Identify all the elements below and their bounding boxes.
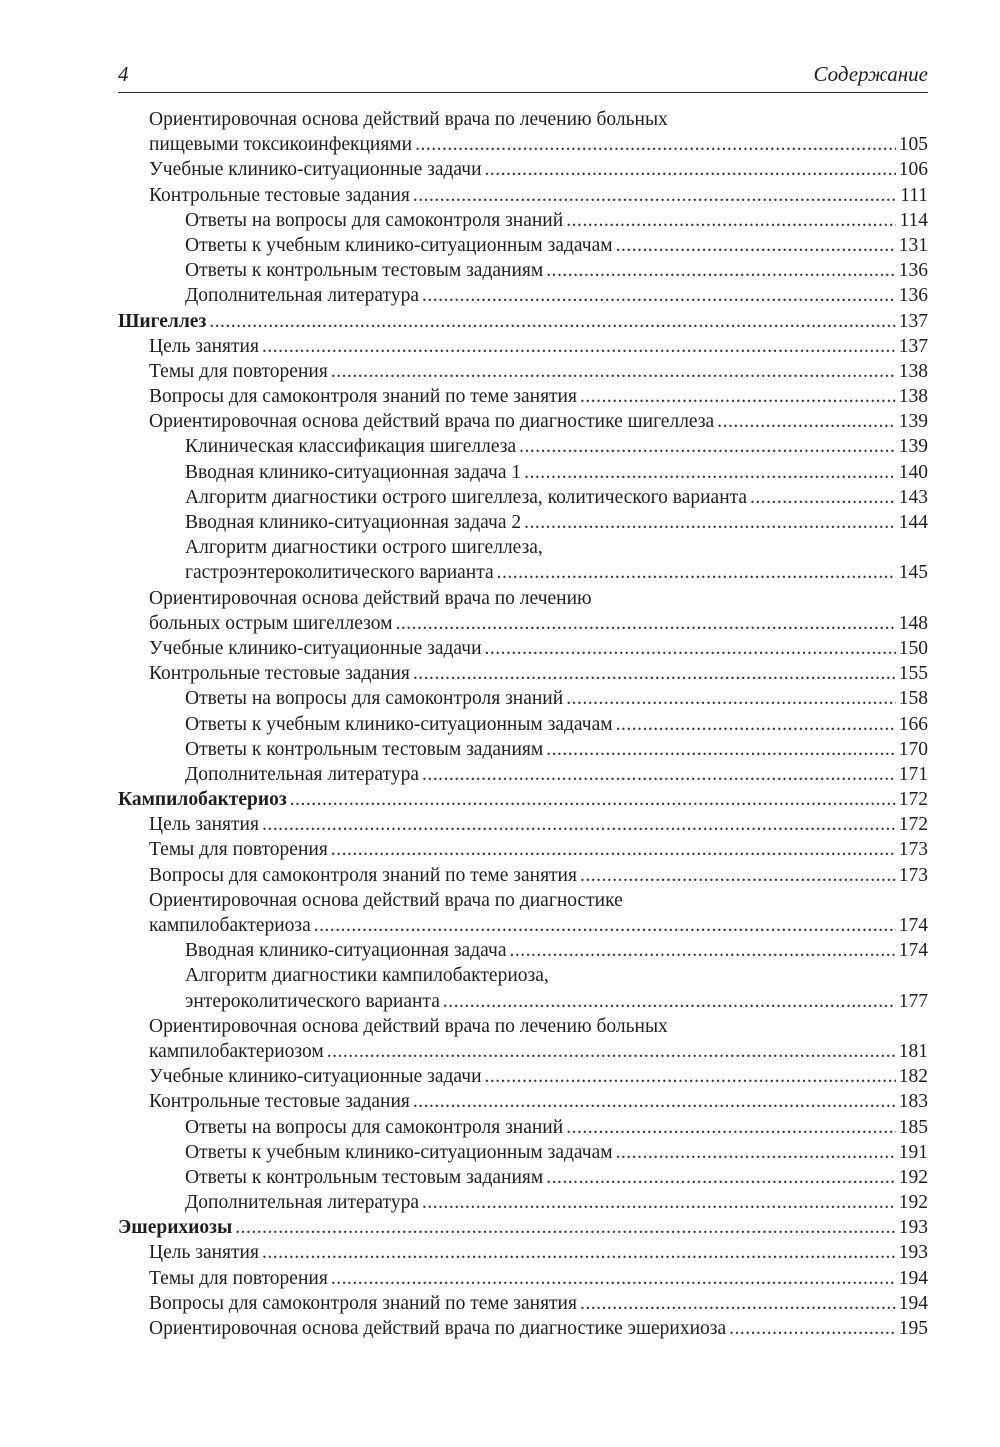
toc-entry-title: Дополнительная литература — [185, 285, 419, 307]
toc-entry-row — [185, 560, 928, 585]
toc-entry — [118, 107, 928, 157]
toc-entry — [118, 460, 928, 485]
toc-entry-title: Учебные клинико-ситуационные задачи — [149, 159, 482, 181]
toc-entry-title: Контрольные тестовые задания — [149, 663, 410, 685]
dot-leader — [331, 837, 896, 862]
toc-entry — [118, 586, 928, 636]
toc-page-number: 137 — [898, 310, 928, 332]
toc-entry — [118, 1266, 928, 1291]
toc-page-number: 105 — [898, 134, 928, 156]
dot-leader — [327, 1039, 896, 1064]
toc-page-number: 191 — [898, 1141, 928, 1163]
toc-page-number: 148 — [898, 612, 928, 634]
toc-entry-title: кампилобактериоза — [149, 915, 311, 936]
toc-page-number: 136 — [898, 285, 928, 307]
toc-entry-title: Ответы к учебным клинико-ситуационным задачам — [185, 713, 613, 735]
toc-entry-row — [185, 686, 928, 711]
toc-entry-title-line: Ориентировочная основа действий врача по лечению — [149, 587, 592, 609]
dot-leader — [524, 510, 896, 535]
toc-entry — [118, 888, 928, 938]
dot-leader — [546, 1165, 896, 1190]
dot-leader — [546, 737, 896, 762]
toc-entry-title: Эшерихиозы — [118, 1217, 233, 1239]
toc-entry — [118, 812, 928, 837]
dot-leader — [422, 283, 896, 308]
toc-page-number: 174 — [898, 915, 928, 936]
toc-page-number: 143 — [898, 486, 928, 508]
toc-entry-row — [149, 636, 928, 661]
dot-leader — [566, 686, 896, 711]
toc-page-number: 174 — [898, 940, 928, 962]
toc-page-number: 170 — [898, 738, 928, 760]
dot-leader — [415, 132, 896, 157]
toc-page-number: 172 — [898, 789, 928, 811]
toc-page-number: 181 — [898, 1040, 928, 1062]
toc-entry-row — [185, 434, 928, 459]
toc-page-number: 145 — [898, 562, 928, 584]
toc-entry-title: Дополнительная литература — [185, 1192, 419, 1214]
dot-leader — [413, 1089, 896, 1114]
toc-entry-title: Темы для повторения — [149, 360, 328, 382]
toc-page-number: 136 — [898, 260, 928, 282]
toc-entry-row — [149, 1316, 928, 1341]
dot-leader — [717, 409, 896, 434]
dot-leader — [616, 233, 896, 258]
toc-section-heading — [118, 787, 928, 812]
toc-entry-row — [149, 1240, 928, 1265]
dot-leader — [497, 560, 896, 585]
toc-entry-row — [149, 1039, 928, 1064]
toc-entry — [118, 334, 928, 359]
toc-entry-row — [185, 762, 928, 787]
toc-entry-row — [149, 384, 928, 409]
toc-entry — [118, 434, 928, 459]
dot-leader — [413, 661, 896, 686]
toc-entry-row — [118, 309, 928, 334]
dot-leader — [485, 157, 896, 182]
toc-entry — [118, 737, 928, 762]
toc-entry-title: Клиническая классификация шигеллеза — [185, 436, 517, 458]
toc-entry-title: Вводная клинико-ситуационная задача 2 — [185, 512, 522, 533]
toc-page-number: 158 — [898, 688, 928, 710]
toc-page-number: 192 — [898, 1166, 928, 1188]
dot-leader — [314, 913, 896, 938]
toc-entry — [118, 208, 928, 233]
toc-entry-row — [149, 409, 928, 434]
dot-leader — [566, 1115, 896, 1140]
toc-entry — [118, 661, 928, 686]
toc-entry-title: Ориентировочная основа действий врача по диагностике эшерихиоза — [149, 1318, 727, 1339]
toc-page-number: 194 — [898, 1267, 928, 1289]
toc-entry-title: Ответы на вопросы для самоконтроля знаний — [185, 1116, 564, 1138]
toc-entry — [118, 636, 928, 661]
toc-entry-row — [185, 283, 928, 308]
toc-entry-title: Вопросы для самоконтроля знаний по теме занятия — [149, 386, 577, 408]
toc-entry-row — [149, 863, 928, 888]
toc-entry-title: Вопросы для самоконтроля знаний по теме занятия — [149, 864, 577, 886]
toc-page-number: 194 — [898, 1292, 928, 1314]
dot-leader — [580, 384, 896, 409]
toc-page-number: 138 — [898, 386, 928, 408]
dot-leader — [616, 712, 896, 737]
toc-entry — [118, 762, 928, 787]
toc-entry-title: Контрольные тестовые задания — [149, 184, 410, 206]
toc-entry — [118, 283, 928, 308]
toc-entry-row — [118, 787, 928, 812]
dot-leader — [262, 334, 896, 359]
toc-page-number: 173 — [898, 839, 928, 861]
toc-entry — [118, 1115, 928, 1140]
running-title: Содержание — [813, 62, 928, 86]
toc-page-number: 137 — [898, 335, 928, 357]
toc-entry-title: Ответы к контрольным тестовым заданиям — [185, 738, 544, 760]
toc-entry-title: Ориентировочная основа действий врача по диагностике шигеллеза — [149, 411, 715, 433]
toc-page-number: 183 — [898, 1091, 928, 1113]
toc-entry-title: кампилобактериозом — [149, 1040, 324, 1062]
toc-entry-row — [149, 1089, 928, 1114]
toc-entry-row — [118, 1215, 928, 1240]
toc-entry-title: Цель занятия — [149, 1242, 259, 1264]
toc-entry-title-line: Ориентировочная основа действий врача по лечению больных — [149, 109, 668, 130]
toc-page-number: 155 — [898, 663, 928, 685]
toc-entry-row — [185, 989, 928, 1014]
toc-entry — [118, 837, 928, 862]
toc-page-number: 131 — [898, 234, 928, 256]
toc-entry-row — [149, 611, 928, 636]
toc-entry-row — [185, 1115, 928, 1140]
dot-leader — [566, 208, 896, 233]
dot-leader — [729, 1316, 896, 1341]
toc-page-number: 171 — [898, 763, 928, 785]
toc-entry-row — [185, 485, 928, 510]
dot-leader — [519, 434, 896, 459]
toc-entry-row — [185, 938, 928, 963]
toc-page-number: 139 — [898, 411, 928, 433]
toc-entry — [118, 712, 928, 737]
toc-entry-title: Контрольные тестовые задания — [149, 1091, 410, 1113]
toc-entry-title-line: Алгоритм диагностики острого шигеллеза, — [185, 537, 543, 559]
dot-leader — [331, 1266, 896, 1291]
toc-entry-row — [149, 183, 928, 208]
toc-entry-row — [149, 837, 928, 862]
toc-entry-row — [149, 334, 928, 359]
toc-entry-row — [149, 359, 928, 384]
toc-page-number: 114 — [899, 209, 928, 231]
toc-entry-title: Учебные клинико-ситуационные задачи — [149, 637, 482, 659]
toc-entry — [118, 1064, 928, 1089]
toc-page-number: 140 — [898, 461, 928, 483]
toc-entry-title: Цель занятия — [149, 335, 259, 357]
toc-entry — [118, 1316, 928, 1341]
toc-entry-row — [185, 233, 928, 258]
toc-entry-title-line: Ориентировочная основа действий врача по лечению больных — [149, 1015, 668, 1037]
toc-entry — [118, 963, 928, 1013]
dot-leader — [524, 460, 896, 485]
toc-entry — [118, 485, 928, 510]
toc-entry — [118, 510, 928, 535]
toc-entry — [118, 359, 928, 384]
toc-entry — [118, 1291, 928, 1316]
toc-entry — [118, 1240, 928, 1265]
dot-leader — [616, 1140, 896, 1165]
toc-entry-row — [149, 913, 928, 938]
toc-page-number: 193 — [898, 1217, 928, 1239]
toc-entry — [118, 1014, 928, 1064]
page-number: 4 — [118, 62, 129, 86]
toc-entry-title: Дополнительная литература — [185, 763, 419, 785]
dot-leader — [395, 611, 895, 636]
toc-entry-row — [149, 157, 928, 182]
dot-leader — [262, 1240, 896, 1265]
toc-entry — [118, 1140, 928, 1165]
toc-page-number: 139 — [898, 436, 928, 458]
toc-entry — [118, 1165, 928, 1190]
toc-entry — [118, 258, 928, 283]
dot-leader — [413, 183, 897, 208]
toc-entry — [118, 1190, 928, 1215]
toc-entry-title: Алгоритм диагностики острого шигеллеза, колитического варианта — [185, 486, 748, 508]
toc-entry-row — [149, 132, 928, 157]
dot-leader — [580, 1291, 896, 1316]
toc-entry-row — [185, 712, 928, 737]
toc-entry — [118, 535, 928, 585]
toc-entry-row — [185, 1140, 928, 1165]
toc-entry — [118, 1089, 928, 1114]
toc-entry — [118, 686, 928, 711]
toc-page-number: 166 — [898, 713, 928, 735]
toc-page-number: 193 — [898, 1242, 928, 1264]
dot-leader — [485, 636, 896, 661]
toc-entry-row — [185, 1165, 928, 1190]
toc-entry — [118, 384, 928, 409]
dot-leader — [443, 989, 896, 1014]
toc-page-number: 172 — [898, 814, 928, 836]
dot-leader — [750, 485, 896, 510]
toc-entry-title: Цель занятия — [149, 814, 259, 836]
toc-section-heading — [118, 1215, 928, 1240]
toc-page-number: 173 — [898, 864, 928, 886]
dot-leader — [546, 258, 896, 283]
toc-entry-title: Темы для повторения — [149, 1267, 328, 1289]
toc-entry — [118, 183, 928, 208]
toc-page-number: 150 — [898, 637, 928, 659]
toc-section-heading — [118, 309, 928, 334]
toc-entry-row — [185, 208, 928, 233]
toc-entry-title: Вводная клинико-ситуационная задача 1 — [185, 461, 522, 483]
toc-entry-title: Ответы к учебным клинико-ситуационным задачам — [185, 1141, 613, 1163]
toc-entry-title-line: Алгоритм диагностики кампилобактериоза, — [185, 965, 549, 987]
dot-leader — [485, 1064, 896, 1089]
toc-page-number: 138 — [898, 360, 928, 382]
toc-page-number: 111 — [900, 184, 928, 206]
page-header — [118, 62, 928, 93]
toc-page-number: 185 — [898, 1116, 928, 1138]
toc-entry-title: Ответы к контрольным тестовым заданиям — [185, 1166, 544, 1188]
toc-page-number: 192 — [898, 1192, 928, 1214]
dot-leader — [580, 863, 896, 888]
toc-entry-row — [185, 737, 928, 762]
toc-entry — [118, 409, 928, 434]
toc-entry-title: Вводная клинико-ситуационная задача — [185, 940, 507, 962]
toc-entry-row — [185, 460, 928, 485]
toc-entry-title: Ответы к контрольным тестовым заданиям — [185, 260, 544, 282]
toc-entry-title: гастроэнтероколитического варианта — [185, 562, 494, 584]
toc-entry-title-line: Ориентировочная основа действий врача по диагностике — [149, 889, 623, 911]
toc-entry-title: Ответы на вопросы для самоконтроля знаний — [185, 688, 564, 710]
toc-page-number: 182 — [898, 1066, 928, 1088]
dot-leader — [422, 762, 896, 787]
toc-entry-row — [185, 1190, 928, 1215]
toc-entry-title: Шигеллез — [118, 310, 207, 332]
toc-entry-row — [149, 1064, 928, 1089]
toc-entry-title: Темы для повторения — [149, 839, 328, 861]
dot-leader — [290, 787, 896, 812]
toc-entry-row — [185, 510, 928, 535]
toc-entry-row — [149, 1291, 928, 1316]
toc-entry-row — [149, 1266, 928, 1291]
toc-entry-title: Кампилобактериоз — [118, 789, 287, 811]
toc-entry-title: Ответы к учебным клинико-ситуационным задачам — [185, 234, 613, 256]
toc-page-number: 177 — [898, 990, 928, 1012]
toc-page-number: 144 — [898, 512, 928, 533]
toc-entry — [118, 863, 928, 888]
dot-leader — [209, 309, 895, 334]
table-of-contents — [118, 107, 928, 1341]
toc-entry-row — [185, 258, 928, 283]
toc-page-number: 106 — [898, 159, 928, 181]
toc-entry — [118, 938, 928, 963]
toc-entry-row — [149, 661, 928, 686]
toc-entry-title: энтероколитического варианта — [185, 990, 440, 1012]
toc-entry — [118, 157, 928, 182]
toc-entry-row — [149, 812, 928, 837]
toc-entry-title: Ответы на вопросы для самоконтроля знаний — [185, 209, 564, 231]
dot-leader — [262, 812, 896, 837]
toc-entry — [118, 233, 928, 258]
toc-entry-title: Вопросы для самоконтроля знаний по теме занятия — [149, 1292, 577, 1314]
toc-entry-title: пищевыми токсикоинфекциями — [149, 134, 413, 156]
dot-leader — [422, 1190, 896, 1215]
dot-leader — [235, 1215, 896, 1240]
dot-leader — [331, 359, 896, 384]
dot-leader — [509, 938, 895, 963]
toc-entry-title: больных острым шигеллезом — [149, 612, 393, 634]
toc-page-number: 195 — [898, 1318, 928, 1339]
toc-entry-title: Учебные клинико-ситуационные задачи — [149, 1066, 482, 1088]
